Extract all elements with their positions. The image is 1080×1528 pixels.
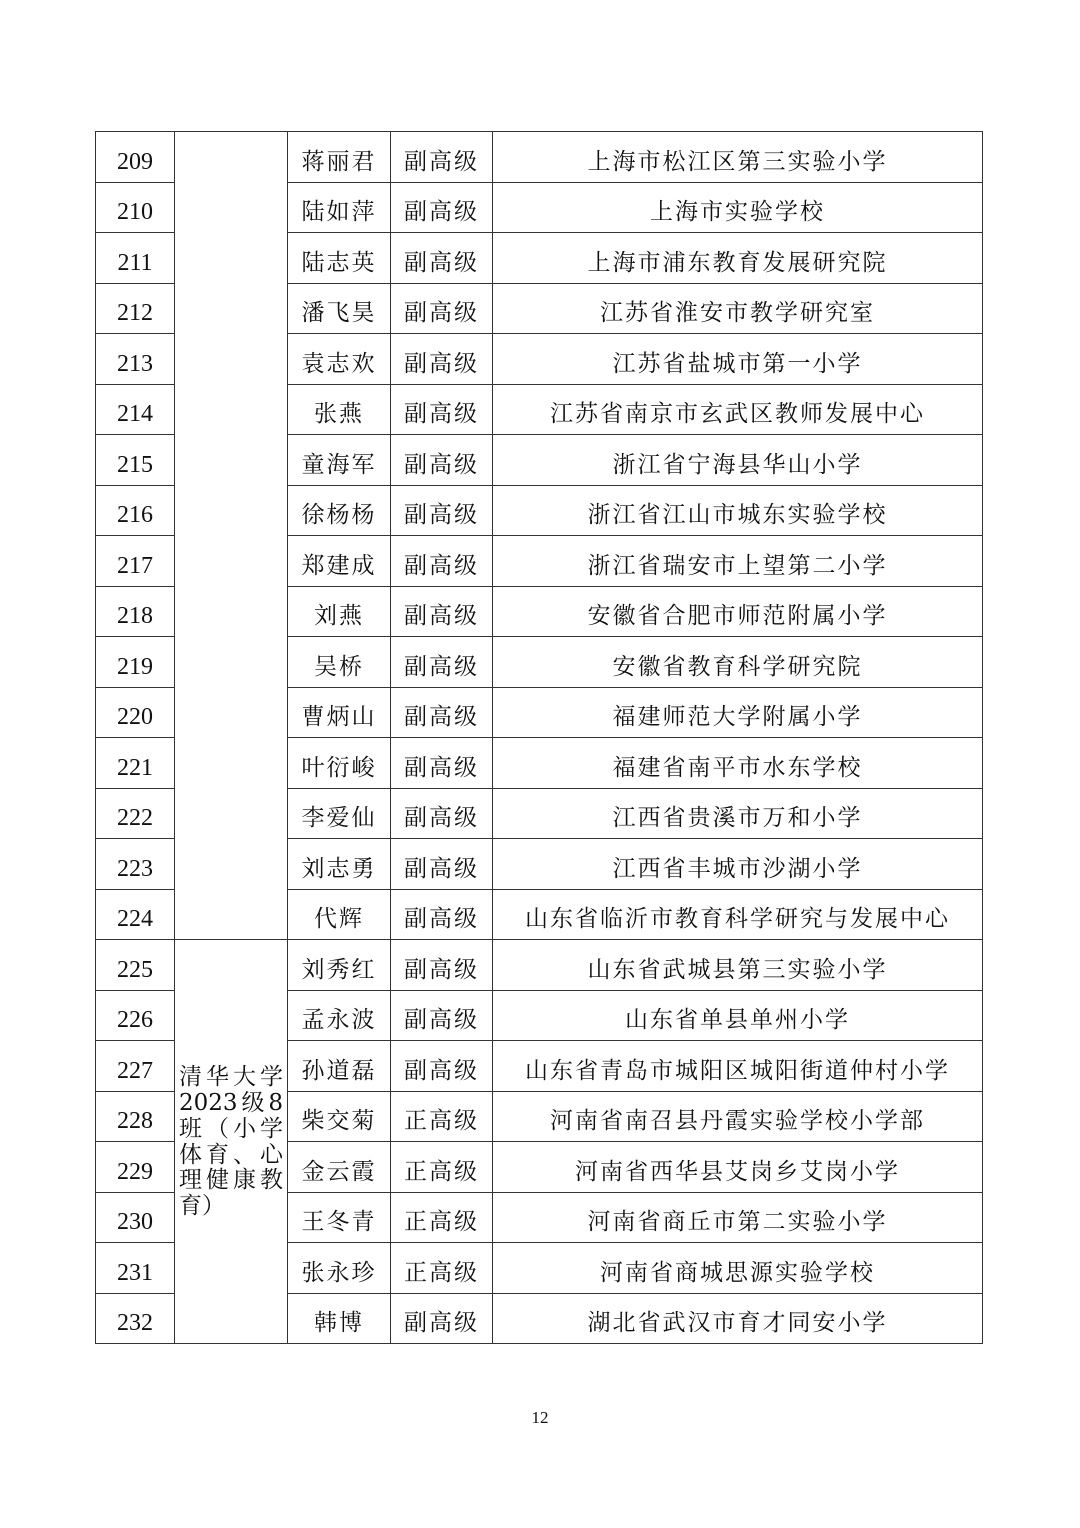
title-cell: 副高级 — [391, 182, 493, 233]
title-cell: 副高级 — [391, 738, 493, 789]
unit-cell: 江西省丰城市沙湖小学 — [493, 839, 983, 890]
name-cell: 郑建成 — [288, 536, 391, 587]
unit-cell: 山东省武城县第三实验小学 — [493, 940, 983, 991]
row-number-cell: 229 — [96, 1142, 175, 1193]
name-cell: 吴桥 — [288, 637, 391, 688]
row-number-cell: 232 — [96, 1293, 175, 1344]
row-number-cell: 215 — [96, 435, 175, 486]
row-number-cell: 226 — [96, 990, 175, 1041]
title-cell: 副高级 — [391, 637, 493, 688]
unit-cell: 山东省青岛市城阳区城阳街道仲村小学 — [493, 1041, 983, 1092]
title-cell: 副高级 — [391, 233, 493, 284]
unit-cell: 江西省贵溪市万和小学 — [493, 788, 983, 839]
name-cell: 孟永波 — [288, 990, 391, 1041]
unit-cell: 江苏省南京市玄武区教师发展中心 — [493, 384, 983, 435]
row-number-cell: 228 — [96, 1091, 175, 1142]
title-cell: 正高级 — [391, 1192, 493, 1243]
unit-cell: 山东省单县单州小学 — [493, 990, 983, 1041]
row-number-cell: 213 — [96, 334, 175, 385]
name-cell: 金云霞 — [288, 1142, 391, 1193]
unit-cell: 江苏省盐城市第一小学 — [493, 334, 983, 385]
name-cell: 张燕 — [288, 384, 391, 435]
name-cell: 韩博 — [288, 1293, 391, 1344]
unit-cell: 浙江省江山市城东实验学校 — [493, 485, 983, 536]
name-cell: 徐杨杨 — [288, 485, 391, 536]
name-cell: 陆志英 — [288, 233, 391, 284]
class-group-cell — [175, 132, 288, 940]
row-number-cell: 212 — [96, 283, 175, 334]
title-cell: 副高级 — [391, 132, 493, 183]
title-cell: 副高级 — [391, 334, 493, 385]
name-cell: 柴交菊 — [288, 1091, 391, 1142]
title-cell: 副高级 — [391, 889, 493, 940]
name-cell: 刘志勇 — [288, 839, 391, 890]
row-number-cell: 223 — [96, 839, 175, 890]
unit-cell: 浙江省瑞安市上望第二小学 — [493, 536, 983, 587]
unit-cell: 安徽省合肥市师范附属小学 — [493, 586, 983, 637]
name-cell: 陆如萍 — [288, 182, 391, 233]
title-cell: 副高级 — [391, 384, 493, 435]
unit-cell: 上海市浦东教育发展研究院 — [493, 233, 983, 284]
title-cell: 副高级 — [391, 1041, 493, 1092]
title-cell: 副高级 — [391, 435, 493, 486]
name-cell: 蒋丽君 — [288, 132, 391, 183]
class-group-cell: 清华大学2023级8班（小学体育、心理健康教育） — [175, 940, 288, 1344]
row-number-cell: 211 — [96, 233, 175, 284]
title-cell: 正高级 — [391, 1142, 493, 1193]
name-cell: 刘秀红 — [288, 940, 391, 991]
title-cell: 副高级 — [391, 485, 493, 536]
name-cell: 王冬青 — [288, 1192, 391, 1243]
roster-table-body — [96, 132, 983, 1344]
row-number-cell: 210 — [96, 182, 175, 233]
name-cell: 孙道磊 — [288, 1041, 391, 1092]
unit-cell: 江苏省淮安市教学研究室 — [493, 283, 983, 334]
name-cell: 曹炳山 — [288, 687, 391, 738]
row-number-cell: 218 — [96, 586, 175, 637]
name-cell: 潘飞昊 — [288, 283, 391, 334]
row-number-cell: 214 — [96, 384, 175, 435]
page-number: 12 — [531, 1408, 549, 1427]
unit-cell: 上海市实验学校 — [493, 182, 983, 233]
row-number-cell: 230 — [96, 1192, 175, 1243]
title-cell: 副高级 — [391, 283, 493, 334]
title-cell: 副高级 — [391, 687, 493, 738]
unit-cell: 河南省商城思源实验学校 — [493, 1243, 983, 1294]
title-cell: 副高级 — [391, 586, 493, 637]
row-number-cell: 222 — [96, 788, 175, 839]
title-cell: 正高级 — [391, 1091, 493, 1142]
title-cell: 副高级 — [391, 536, 493, 587]
row-number-cell: 219 — [96, 637, 175, 688]
title-cell: 副高级 — [391, 990, 493, 1041]
row-number-cell: 231 — [96, 1243, 175, 1294]
name-cell: 袁志欢 — [288, 334, 391, 385]
table-row — [96, 132, 983, 183]
row-number-cell: 225 — [96, 940, 175, 991]
unit-cell: 浙江省宁海县华山小学 — [493, 435, 983, 486]
row-number-cell: 221 — [96, 738, 175, 789]
unit-cell: 河南省商丘市第二实验小学 — [493, 1192, 983, 1243]
name-cell: 李爱仙 — [288, 788, 391, 839]
row-number-cell: 209 — [96, 132, 175, 183]
title-cell: 正高级 — [391, 1243, 493, 1294]
unit-cell: 湖北省武汉市育才同安小学 — [493, 1293, 983, 1344]
name-cell: 代辉 — [288, 889, 391, 940]
row-number-cell: 220 — [96, 687, 175, 738]
name-cell: 刘燕 — [288, 586, 391, 637]
row-number-cell: 216 — [96, 485, 175, 536]
unit-cell: 河南省南召县丹霞实验学校小学部 — [493, 1091, 983, 1142]
row-number-cell: 227 — [96, 1041, 175, 1092]
name-cell: 童海军 — [288, 435, 391, 486]
unit-cell: 福建师范大学附属小学 — [493, 687, 983, 738]
unit-cell: 安徽省教育科学研究院 — [493, 637, 983, 688]
name-cell: 张永珍 — [288, 1243, 391, 1294]
title-cell: 副高级 — [391, 940, 493, 991]
title-cell: 副高级 — [391, 1293, 493, 1344]
table-row — [96, 940, 983, 991]
title-cell: 副高级 — [391, 839, 493, 890]
unit-cell: 福建省南平市水东学校 — [493, 738, 983, 789]
name-cell: 叶衍峻 — [288, 738, 391, 789]
row-number-cell: 217 — [96, 536, 175, 587]
unit-cell: 山东省临沂市教育科学研究与发展中心 — [493, 889, 983, 940]
title-cell: 副高级 — [391, 788, 493, 839]
roster-table — [95, 131, 983, 1344]
unit-cell: 上海市松江区第三实验小学 — [493, 132, 983, 183]
unit-cell: 河南省西华县艾岗乡艾岗小学 — [493, 1142, 983, 1193]
row-number-cell: 224 — [96, 889, 175, 940]
